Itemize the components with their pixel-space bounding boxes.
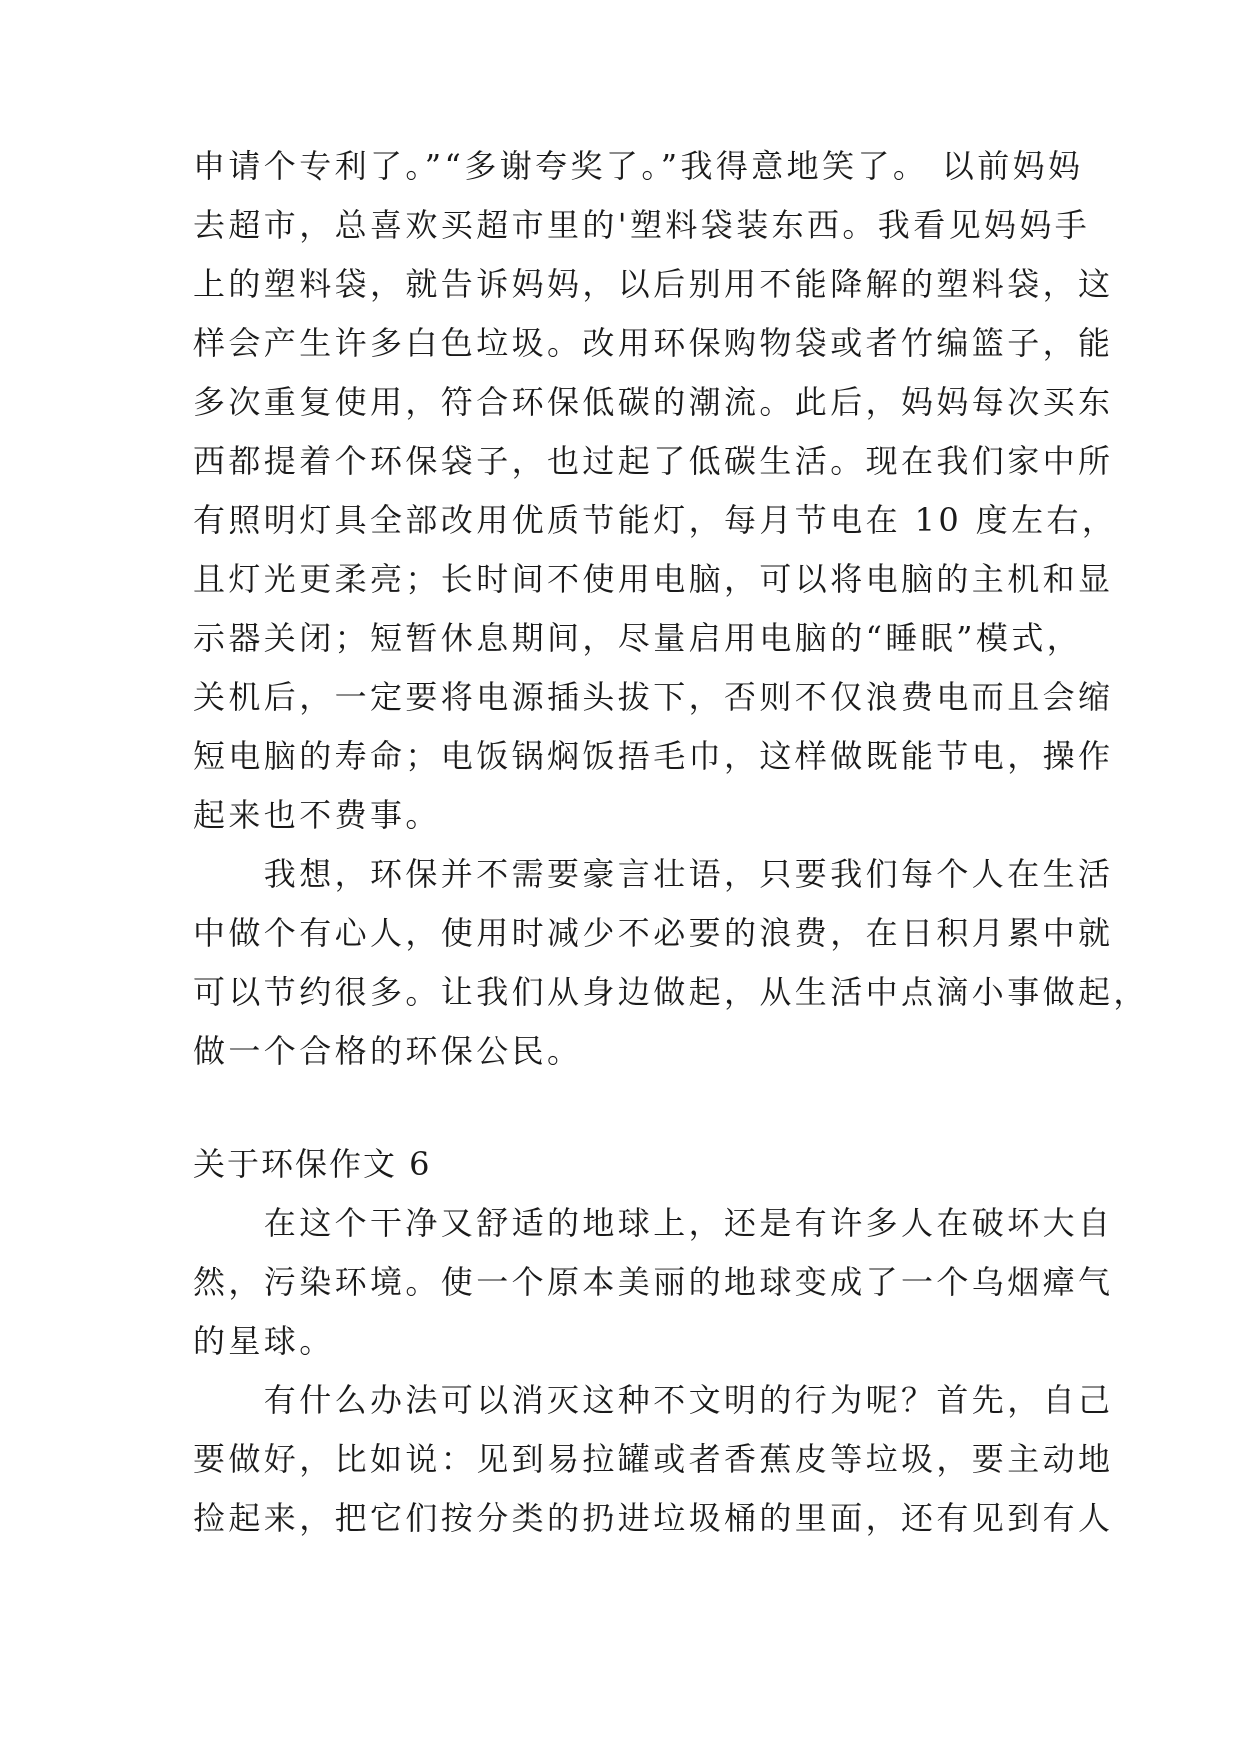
text-line: 然，污染环境。使一个原本美丽的地球变成了一个乌烟瘴气 (193, 1263, 1114, 1301)
text-line: 可以节约很多。让我们从身边做起，从生活中点滴小事做起， (193, 973, 1149, 1011)
text-line: 有照明灯具全部改用优质节能灯，每月节电在 10 度左右， (193, 501, 1118, 539)
text-line: 中做个有心人，使用时减少不必要的浪费，在日积月累中就 (193, 914, 1114, 952)
text-line: 且灯光更柔亮；长时间不使用电脑，可以将电脑的主机和显 (193, 560, 1114, 598)
text-line: 上的塑料袋，就告诉妈妈，以后别用不能降解的塑料袋，这 (193, 265, 1114, 303)
text-line: 要做好，比如说：见到易拉罐或者香蕉皮等垃圾，要主动地 (193, 1440, 1114, 1478)
text-line: 我想，环保并不需要豪言壮语，只要我们每个人在生活 (193, 855, 1114, 893)
text-line: 申请个专利了。”“多谢夸奖了。”我得意地笑了。 以前妈妈 (193, 147, 1084, 185)
text-line: 样会产生许多白色垃圾。改用环保购物袋或者竹编篮子，能 (193, 324, 1114, 362)
text-line: 捡起来，把它们按分类的扔进垃圾桶的里面，还有见到有人 (193, 1499, 1114, 1537)
text-line: 起来也不费事。 (193, 796, 441, 834)
text-line: 多次重复使用，符合环保低碳的潮流。此后，妈妈每次买东 (193, 383, 1114, 421)
text-line: 的星球。 (193, 1322, 335, 1360)
section-heading: 关于环保作文 6 (193, 1145, 432, 1183)
text-line: 做一个合格的环保公民。 (193, 1032, 583, 1070)
text-line: 短电脑的寿命；电饭锅焖饭捂毛巾，这样做既能节电，操作 (193, 737, 1114, 775)
text-line: 示器关闭；短暂休息期间，尽量启用电脑的“睡眠”模式， (193, 619, 1083, 657)
text-line: 西都提着个环保袋子，也过起了低碳生活。现在我们家中所 (193, 442, 1114, 480)
text-line: 去超市，总喜欢买超市里的'塑料袋装东西。我看见妈妈手 (193, 206, 1091, 244)
text-line: 有什么办法可以消灭这种不文明的行为呢？首先，自己 (193, 1381, 1114, 1419)
text-line: 在这个干净又舒适的地球上，还是有许多人在破坏大自 (193, 1204, 1114, 1242)
text-line: 关机后，一定要将电源插头拔下，否则不仅浪费电而且会缩 (193, 678, 1114, 716)
